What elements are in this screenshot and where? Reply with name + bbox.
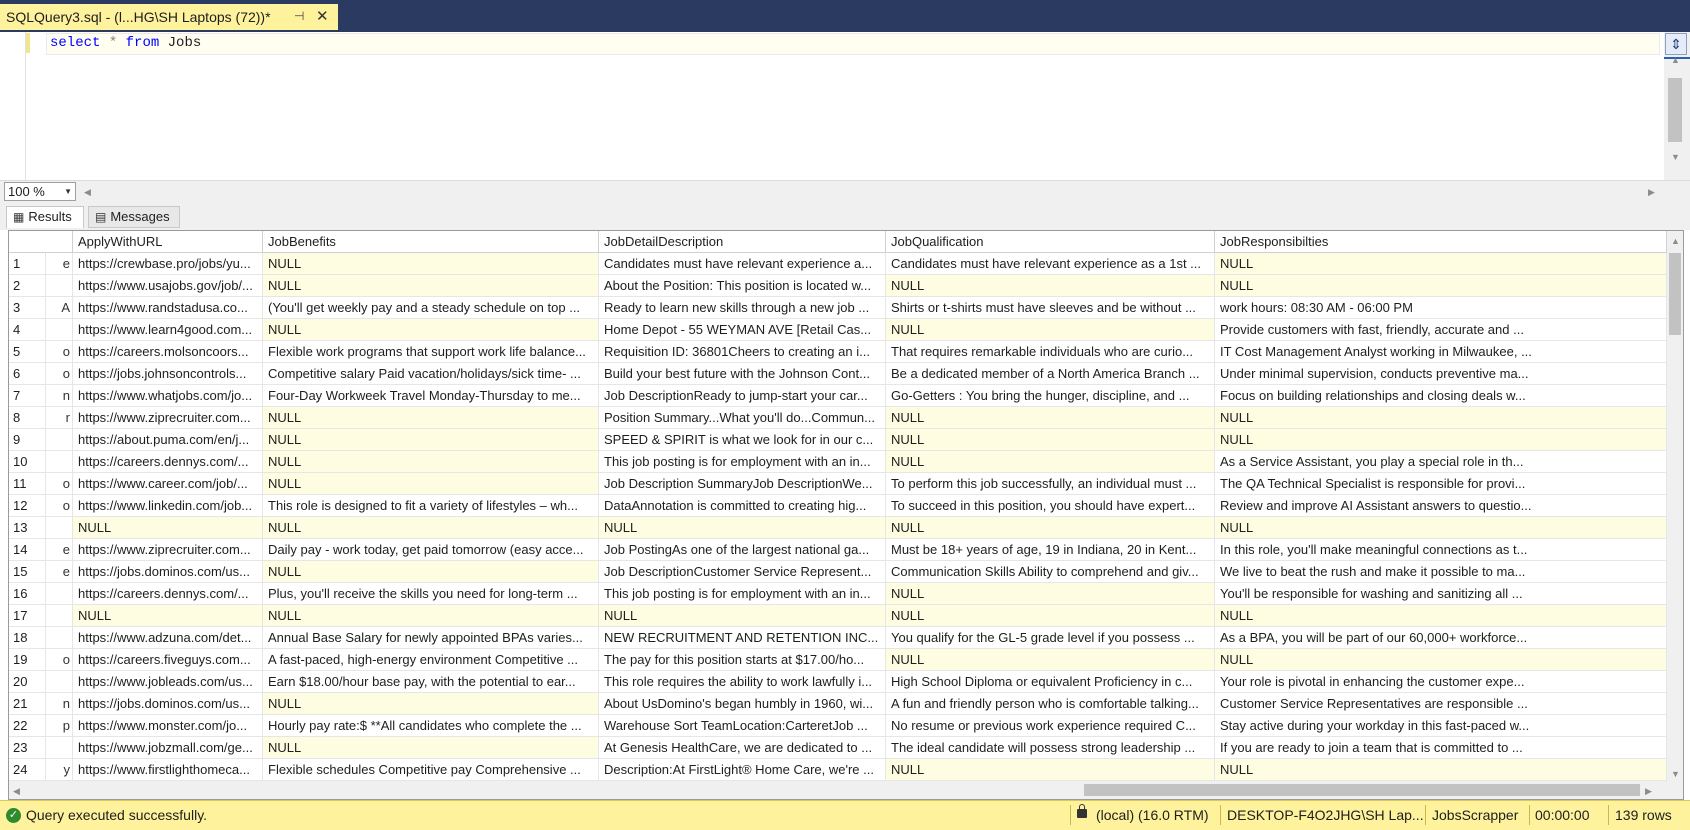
grid-cell-jobdetaildescription[interactable]: This job posting is for employment with an in... xyxy=(599,583,886,605)
truncated-cell[interactable]: o xyxy=(46,363,73,385)
row-number[interactable]: 14 xyxy=(9,539,46,561)
grid-cell-jobresponsibilties[interactable]: NULL xyxy=(1215,759,1667,781)
grid-cell-jobbenefits[interactable]: Plus, you'll receive the skills you need for long-term ... xyxy=(263,583,599,605)
zoom-dropdown[interactable] xyxy=(4,182,76,201)
grid-vertical-thumb[interactable] xyxy=(1669,253,1681,335)
row-number[interactable]: 1 xyxy=(9,253,46,275)
grid-cell-jobresponsibilties[interactable]: NULL xyxy=(1215,517,1667,539)
grid-cell-jobbenefits[interactable]: NULL xyxy=(263,451,599,473)
grid-cell-jobbenefits[interactable]: Four-Day Workweek Travel Monday-Thursday to me... xyxy=(263,385,599,407)
status-server: (local) (16.0 RTM) xyxy=(1096,807,1209,823)
tab-messages-label: Messages xyxy=(110,209,170,224)
truncated-cell[interactable] xyxy=(46,429,73,451)
grid-cell-jobqualification[interactable]: NULL xyxy=(886,759,1215,781)
grid-scroll-left-icon[interactable]: ◀ xyxy=(13,786,20,796)
grid-cell-jobdetaildescription[interactable]: Job PostingAs one of the largest national ga... xyxy=(599,539,886,561)
grid-cell-applywithurl[interactable]: https://www.jobzmall.com/ge... xyxy=(73,737,263,759)
grid-cell-jobdetaildescription[interactable]: NEW RECRUITMENT AND RETENTION INC... xyxy=(599,627,886,649)
grid-cell-jobbenefits[interactable]: Competitive salary Paid vacation/holidays/sick time- ... xyxy=(263,363,599,385)
grid-cell-applywithurl[interactable]: https://www.randstadusa.co... xyxy=(73,297,263,319)
grid-cell-jobbenefits[interactable]: NULL xyxy=(263,407,599,429)
grid-cell-jobbenefits[interactable]: Annual Base Salary for newly appointed BPAs varies... xyxy=(263,627,599,649)
grid-cell-jobdetaildescription[interactable]: Home Depot - 55 WEYMAN AVE [Retail Cas... xyxy=(599,319,886,341)
table-row[interactable] xyxy=(9,363,1667,385)
grid-cell-jobdetaildescription[interactable]: Job DescriptionCustomer Service Represent... xyxy=(599,561,886,583)
tab-messages[interactable] xyxy=(88,206,180,228)
grid-cell-jobqualification[interactable]: NULL xyxy=(886,319,1215,341)
grid-cell-jobdetaildescription[interactable]: Requisition ID: 36801Cheers to creating an i... xyxy=(599,341,886,363)
grid-cell-jobqualification[interactable]: Candidates must have relevant experience as a 1st ... xyxy=(886,253,1215,275)
close-icon[interactable]: ✕ xyxy=(316,8,329,25)
grid-cell-jobresponsibilties[interactable]: As a BPA, you will be part of our 60,000+ workforce... xyxy=(1215,627,1667,649)
editor-scroll-thumb[interactable] xyxy=(1668,78,1682,142)
lock-icon xyxy=(1077,809,1087,818)
grid-scroll-right-icon[interactable]: ▶ xyxy=(1645,786,1652,796)
column-header-jobbenefits[interactable]: JobBenefits xyxy=(263,231,599,253)
table-row[interactable] xyxy=(9,715,1667,737)
table-row[interactable] xyxy=(9,297,1667,319)
grid-cell-jobdetaildescription[interactable]: SPEED & SPIRIT is what we look for in our c... xyxy=(599,429,886,451)
status-bar xyxy=(0,800,1690,830)
status-divider xyxy=(1529,805,1530,825)
grid-cell-applywithurl[interactable]: https://www.linkedin.com/job... xyxy=(73,495,263,517)
truncated-cell[interactable]: e xyxy=(46,539,73,561)
row-number[interactable]: 10 xyxy=(9,451,46,473)
grid-cell-jobbenefits[interactable]: NULL xyxy=(263,693,599,715)
grid-cell-jobqualification[interactable]: The ideal candidate will possess strong leadership ... xyxy=(886,737,1215,759)
results-grid[interactable] xyxy=(8,230,1684,800)
row-number[interactable]: 6 xyxy=(9,363,46,385)
grid-cell-jobdetaildescription[interactable]: This role requires the ability to work lawfully i... xyxy=(599,671,886,693)
grid-cell-jobdetaildescription[interactable]: DataAnnotation is committed to creating hig... xyxy=(599,495,886,517)
table-row[interactable] xyxy=(9,253,1667,275)
status-elapsed: 00:00:00 xyxy=(1535,807,1590,823)
grid-cell-jobresponsibilties[interactable]: The QA Technical Specialist is responsible for provi... xyxy=(1215,473,1667,495)
grid-cell-applywithurl[interactable]: https://careers.molsoncoors... xyxy=(73,341,263,363)
grid-cell-jobqualification[interactable]: To succeed in this position, you should have expert... xyxy=(886,495,1215,517)
grid-cell-jobdetaildescription[interactable]: Ready to learn new skills through a new job ... xyxy=(599,297,886,319)
grid-cell-jobbenefits[interactable]: Flexible schedules Competitive pay Comprehensive ... xyxy=(263,759,599,781)
grid-cell-jobresponsibilties[interactable]: Focus on building relationships and closing deals w... xyxy=(1215,385,1667,407)
grid-cell-applywithurl[interactable]: https://www.ziprecruiter.com... xyxy=(73,407,263,429)
grid-cell-jobdetaildescription[interactable]: Description:At FirstLight® Home Care, we're ... xyxy=(599,759,886,781)
grid-cell-jobdetaildescription[interactable]: Job Description SummaryJob DescriptionWe... xyxy=(599,473,886,495)
keyword-select: select xyxy=(50,35,101,51)
status-divider xyxy=(1070,805,1071,825)
table-row[interactable] xyxy=(9,693,1667,715)
grid-cell-jobqualification[interactable]: NULL xyxy=(886,429,1215,451)
grid-cell-jobresponsibilties[interactable]: NULL xyxy=(1215,275,1667,297)
row-number[interactable]: 5 xyxy=(9,341,46,363)
document-tab-sqlquery3[interactable] xyxy=(0,4,338,30)
grid-cell-applywithurl[interactable]: https://crewbase.pro/jobs/yu... xyxy=(73,253,263,275)
table-row[interactable] xyxy=(9,737,1667,759)
grid-icon: ▦ xyxy=(13,210,25,224)
status-database: JobsScrapper xyxy=(1432,807,1519,823)
table-row[interactable] xyxy=(9,275,1667,297)
grid-cell-jobdetaildescription[interactable]: Warehouse Sort TeamLocation:CarteretJob ... xyxy=(599,715,886,737)
grid-cell-jobdetaildescription[interactable]: This job posting is for employment with an in... xyxy=(599,451,886,473)
grid-cell-jobbenefits[interactable]: NULL xyxy=(263,473,599,495)
grid-cell-jobresponsibilties[interactable]: In this role, you'll make meaningful connections as t... xyxy=(1215,539,1667,561)
grid-cell-jobresponsibilties[interactable]: NULL xyxy=(1215,429,1667,451)
current-line-highlight xyxy=(46,33,1660,55)
table-row[interactable] xyxy=(9,539,1667,561)
table-row[interactable] xyxy=(9,407,1667,429)
row-number[interactable]: 23 xyxy=(9,737,46,759)
zoom-value: 100 % xyxy=(8,184,45,199)
row-number[interactable]: 24 xyxy=(9,759,46,781)
row-number[interactable]: 9 xyxy=(9,429,46,451)
truncated-cell[interactable] xyxy=(46,671,73,693)
grid-cell-jobbenefits[interactable]: NULL xyxy=(263,517,599,539)
grid-cell-jobqualification[interactable]: A fun and friendly person who is comfortable talking... xyxy=(886,693,1215,715)
grid-cell-applywithurl[interactable]: https://jobs.dominos.com/us... xyxy=(73,693,263,715)
query-text[interactable] xyxy=(50,35,201,51)
grid-cell-jobqualification[interactable]: Be a dedicated member of a North America Branch ... xyxy=(886,363,1215,385)
grid-cell-jobbenefits[interactable]: NULL xyxy=(263,253,599,275)
column-header-jobdetaildescription[interactable]: JobDetailDescription xyxy=(599,231,886,253)
grid-cell-applywithurl[interactable]: https://www.firstlighthomeca... xyxy=(73,759,263,781)
grid-cell-jobresponsibilties[interactable]: Provide customers with fast, friendly, accurate and ... xyxy=(1215,319,1667,341)
grid-cell-applywithurl[interactable]: https://www.adzuna.com/det... xyxy=(73,627,263,649)
document-tab-strip xyxy=(0,0,1690,32)
row-number[interactable]: 11 xyxy=(9,473,46,495)
status-row-count: 139 rows xyxy=(1615,807,1672,823)
status-divider xyxy=(1425,805,1426,825)
table-row[interactable] xyxy=(9,429,1667,451)
row-number[interactable]: 3 xyxy=(9,297,46,319)
grid-cell-applywithurl[interactable]: NULL xyxy=(73,605,263,627)
zoom-bar xyxy=(0,180,1690,203)
column-header-rownum[interactable] xyxy=(9,231,73,253)
truncated-cell[interactable]: r xyxy=(46,407,73,429)
grid-cell-jobresponsibilties[interactable]: NULL xyxy=(1215,407,1667,429)
grid-cell-applywithurl[interactable]: https://www.usajobs.gov/job/... xyxy=(73,275,263,297)
row-number[interactable]: 18 xyxy=(9,627,46,649)
row-number[interactable]: 13 xyxy=(9,517,46,539)
grid-cell-jobbenefits[interactable]: Earn $18.00/hour base pay, with the potential to ear... xyxy=(263,671,599,693)
grid-cell-jobdetaildescription[interactable]: The pay for this position starts at $17.00/ho... xyxy=(599,649,886,671)
grid-horizontal-thumb[interactable] xyxy=(1084,784,1640,796)
row-number[interactable]: 21 xyxy=(9,693,46,715)
grid-cell-applywithurl[interactable]: https://careers.dennys.com/... xyxy=(73,451,263,473)
tab-results[interactable] xyxy=(6,206,84,228)
row-number[interactable]: 22 xyxy=(9,715,46,737)
grid-cell-jobqualification[interactable]: High School Diploma or equivalent Proficiency in c... xyxy=(886,671,1215,693)
results-tab-bar xyxy=(0,202,1690,230)
column-header-jobresponsibilties[interactable]: JobResponsibilties xyxy=(1215,231,1667,253)
document-tab-title: SQLQuery3.sql - (l...HG\SH Laptops (72))* xyxy=(6,9,271,25)
grid-cell-jobresponsibilties[interactable]: NULL xyxy=(1215,605,1667,627)
grid-cell-jobqualification[interactable]: NULL xyxy=(886,605,1215,627)
truncated-cell[interactable] xyxy=(46,517,73,539)
grid-scroll-down-icon[interactable]: ▼ xyxy=(1671,769,1680,779)
table-row[interactable] xyxy=(9,649,1667,671)
grid-cell-jobdetaildescription[interactable]: NULL xyxy=(599,517,886,539)
grid-cell-jobbenefits[interactable]: A fast-paced, high-energy environment Competitive ... xyxy=(263,649,599,671)
messages-icon: ▤ xyxy=(95,210,107,224)
grid-cell-jobdetaildescription[interactable]: About UsDomino's began humbly in 1960, wi... xyxy=(599,693,886,715)
row-number[interactable]: 16 xyxy=(9,583,46,605)
grid-cell-jobresponsibilties[interactable]: If you are ready to join a team that is committed to ... xyxy=(1215,737,1667,759)
truncated-cell[interactable] xyxy=(46,451,73,473)
row-number[interactable]: 4 xyxy=(9,319,46,341)
scroll-right-icon[interactable]: ▶ xyxy=(1648,187,1655,197)
grid-cell-jobbenefits[interactable]: Daily pay - work today, get paid tomorrow (easy acce... xyxy=(263,539,599,561)
grid-cell-jobbenefits[interactable]: NULL xyxy=(263,319,599,341)
truncated-cell[interactable]: n xyxy=(46,385,73,407)
grid-cell-jobqualification[interactable]: NULL xyxy=(886,649,1215,671)
grid-cell-jobqualification[interactable]: No resume or previous work experience required C... xyxy=(886,715,1215,737)
status-login: DESKTOP-F4O2JHG\SH Lap... xyxy=(1227,807,1424,823)
grid-cell-jobdetaildescription[interactable]: NULL xyxy=(599,605,886,627)
row-number[interactable]: 2 xyxy=(9,275,46,297)
grid-cell-jobresponsibilties[interactable]: As a Service Assistant, you play a special role in th... xyxy=(1215,451,1667,473)
truncated-cell[interactable] xyxy=(46,275,73,297)
table-row[interactable] xyxy=(9,605,1667,627)
truncated-cell[interactable] xyxy=(46,627,73,649)
grid-cell-jobqualification[interactable]: NULL xyxy=(886,451,1215,473)
truncated-cell[interactable]: e xyxy=(46,561,73,583)
table-row[interactable] xyxy=(9,451,1667,473)
truncated-cell[interactable]: p xyxy=(46,715,73,737)
grid-cell-applywithurl[interactable]: https://www.learn4good.com... xyxy=(73,319,263,341)
grid-cell-jobqualification[interactable]: That requires remarkable individuals who are curio... xyxy=(886,341,1215,363)
row-number[interactable]: 7 xyxy=(9,385,46,407)
row-number[interactable]: 12 xyxy=(9,495,46,517)
truncated-cell[interactable]: o xyxy=(46,495,73,517)
truncated-cell[interactable]: e xyxy=(46,253,73,275)
truncated-cell[interactable]: o xyxy=(46,341,73,363)
grid-cell-jobdetaildescription[interactable]: About the Position: This position is located w... xyxy=(599,275,886,297)
grid-cell-jobdetaildescription[interactable]: Candidates must have relevant experience a... xyxy=(599,253,886,275)
table-name: Jobs xyxy=(167,35,202,51)
operator-star: * xyxy=(108,35,118,51)
grid-cell-jobresponsibilties[interactable]: IT Cost Management Analyst working in Milwaukee, ... xyxy=(1215,341,1667,363)
row-number[interactable]: 17 xyxy=(9,605,46,627)
editor-margin xyxy=(0,32,26,180)
table-row[interactable] xyxy=(9,473,1667,495)
truncated-cell[interactable] xyxy=(46,605,73,627)
grid-cell-jobresponsibilties[interactable]: Under minimal supervision, conducts preventive ma... xyxy=(1215,363,1667,385)
truncated-cell[interactable]: o xyxy=(46,649,73,671)
row-number[interactable]: 8 xyxy=(9,407,46,429)
grid-cell-jobdetaildescription[interactable]: Position Summary...What you'll do...Commun... xyxy=(599,407,886,429)
grid-cell-jobbenefits[interactable]: NULL xyxy=(263,561,599,583)
grid-cell-jobdetaildescription[interactable]: At Genesis HealthCare, we are dedicated to ... xyxy=(599,737,886,759)
grid-cell-jobresponsibilties[interactable]: You'll be responsible for washing and sanitizing all ... xyxy=(1215,583,1667,605)
grid-cell-applywithurl[interactable]: https://jobs.dominos.com/us... xyxy=(73,561,263,583)
table-row[interactable] xyxy=(9,671,1667,693)
grid-cell-applywithurl[interactable]: https://www.jobleads.com/us... xyxy=(73,671,263,693)
pin-icon[interactable]: ⊣ xyxy=(294,9,305,23)
grid-cell-applywithurl[interactable]: https://www.ziprecruiter.com... xyxy=(73,539,263,561)
table-row[interactable] xyxy=(9,385,1667,407)
row-number[interactable]: 15 xyxy=(9,561,46,583)
truncated-cell[interactable] xyxy=(46,737,73,759)
grid-cell-applywithurl[interactable]: https://www.whatjobs.com/jo... xyxy=(73,385,263,407)
grid-cell-jobresponsibilties[interactable]: work hours: 08:30 AM - 06:00 PM xyxy=(1215,297,1667,319)
column-header-jobqualification[interactable]: JobQualification xyxy=(886,231,1215,253)
grid-cell-jobbenefits[interactable]: Hourly pay rate:$ **All candidates who complete the ... xyxy=(263,715,599,737)
grid-cell-applywithurl[interactable]: https://www.monster.com/jo... xyxy=(73,715,263,737)
grid-cell-jobqualification[interactable]: To perform this job successfully, an individual must ... xyxy=(886,473,1215,495)
grid-cell-jobqualification[interactable]: NULL xyxy=(886,517,1215,539)
keyword-from: from xyxy=(125,35,160,51)
truncated-cell[interactable] xyxy=(46,319,73,341)
table-row[interactable] xyxy=(9,583,1667,605)
grid-cell-jobqualification[interactable]: You qualify for the GL-5 grade level if you possess ... xyxy=(886,627,1215,649)
grid-cell-jobbenefits[interactable]: NULL xyxy=(263,605,599,627)
grid-cell-applywithurl[interactable]: https://www.career.com/job/... xyxy=(73,473,263,495)
grid-cell-applywithurl[interactable]: https://jobs.johnsoncontrols... xyxy=(73,363,263,385)
column-header-applywithurl[interactable]: ApplyWithURL xyxy=(73,231,263,253)
table-row[interactable] xyxy=(9,319,1667,341)
table-row[interactable] xyxy=(9,561,1667,583)
grid-cell-jobbenefits[interactable]: Flexible work programs that support work life balance... xyxy=(263,341,599,363)
chevron-down-icon: ▼ xyxy=(64,187,72,196)
grid-cell-jobresponsibilties[interactable]: NULL xyxy=(1215,253,1667,275)
truncated-cell[interactable]: A xyxy=(46,297,73,319)
grid-cell-jobqualification[interactable]: Shirts or t-shirts must have sleeves and be without ... xyxy=(886,297,1215,319)
truncated-cell[interactable]: y xyxy=(46,759,73,781)
truncated-cell[interactable]: n xyxy=(46,693,73,715)
status-divider xyxy=(1220,805,1221,825)
grid-cell-jobbenefits[interactable]: NULL xyxy=(263,737,599,759)
tab-results-label: Results xyxy=(28,209,72,224)
grid-cell-applywithurl[interactable]: https://about.puma.com/en/j... xyxy=(73,429,263,451)
grid-cell-jobqualification[interactable]: Communication Skills Ability to comprehend and giv... xyxy=(886,561,1215,583)
row-number[interactable]: 19 xyxy=(9,649,46,671)
table-row[interactable] xyxy=(9,627,1667,649)
table-row[interactable] xyxy=(9,517,1667,539)
grid-cell-jobresponsibilties[interactable]: We live to beat the rush and make it possible to ma... xyxy=(1215,561,1667,583)
grid-cell-applywithurl[interactable]: https://careers.fiveguys.com... xyxy=(73,649,263,671)
grid-cell-jobdetaildescription[interactable]: Job DescriptionReady to jump-start your car... xyxy=(599,385,886,407)
change-tracking-bar xyxy=(26,33,30,53)
grid-cell-applywithurl[interactable]: NULL xyxy=(73,517,263,539)
grid-cell-jobqualification[interactable]: NULL xyxy=(886,407,1215,429)
grid-cell-jobbenefits[interactable]: This role is designed to fit a variety of lifestyles – wh... xyxy=(263,495,599,517)
table-row[interactable] xyxy=(9,759,1667,781)
status-message: Query executed successfully. xyxy=(26,807,208,823)
grid-cell-applywithurl[interactable]: https://careers.dennys.com/... xyxy=(73,583,263,605)
truncated-cell[interactable] xyxy=(46,583,73,605)
success-check-icon: ✓ xyxy=(6,808,21,823)
scroll-left-icon[interactable]: ◀ xyxy=(84,187,91,197)
query-editor[interactable] xyxy=(0,32,1690,180)
truncated-cell[interactable]: o xyxy=(46,473,73,495)
grid-cell-jobresponsibilties[interactable]: Review and improve AI Assistant answers to questio... xyxy=(1215,495,1667,517)
grid-cell-jobqualification[interactable]: NULL xyxy=(886,583,1215,605)
table-row[interactable] xyxy=(9,495,1667,517)
row-number[interactable]: 20 xyxy=(9,671,46,693)
grid-scroll-up-icon[interactable]: ▲ xyxy=(1671,236,1680,246)
grid-cell-jobbenefits[interactable]: NULL xyxy=(263,275,599,297)
status-divider xyxy=(1608,805,1609,825)
grid-cell-jobqualification[interactable]: NULL xyxy=(886,275,1215,297)
grid-cell-jobresponsibilties[interactable]: Your role is pivotal in enhancing the customer expe... xyxy=(1215,671,1667,693)
grid-cell-jobresponsibilties[interactable]: Stay active during your workday in this fast-paced w... xyxy=(1215,715,1667,737)
grid-cell-jobbenefits[interactable]: NULL xyxy=(263,429,599,451)
table-row[interactable] xyxy=(9,341,1667,363)
grid-cell-jobqualification[interactable]: Go-Getters : You bring the hunger, discipline, and ... xyxy=(886,385,1215,407)
grid-cell-jobbenefits[interactable]: (You'll get weekly pay and a steady schedule on top ... xyxy=(263,297,599,319)
grid-cell-jobdetaildescription[interactable]: Build your best future with the Johnson Cont... xyxy=(599,363,886,385)
grid-cell-jobqualification[interactable]: Must be 18+ years of age, 19 in Indiana, 20 in Kent... xyxy=(886,539,1215,561)
split-editor-icon[interactable]: ⇕ xyxy=(1665,33,1687,55)
grid-cell-jobresponsibilties[interactable]: Customer Service Representatives are responsible ... xyxy=(1215,693,1667,715)
scroll-up-icon[interactable]: ▲ xyxy=(1671,55,1680,65)
grid-cell-jobresponsibilties[interactable]: NULL xyxy=(1215,649,1667,671)
scroll-down-icon[interactable]: ▼ xyxy=(1671,152,1680,162)
